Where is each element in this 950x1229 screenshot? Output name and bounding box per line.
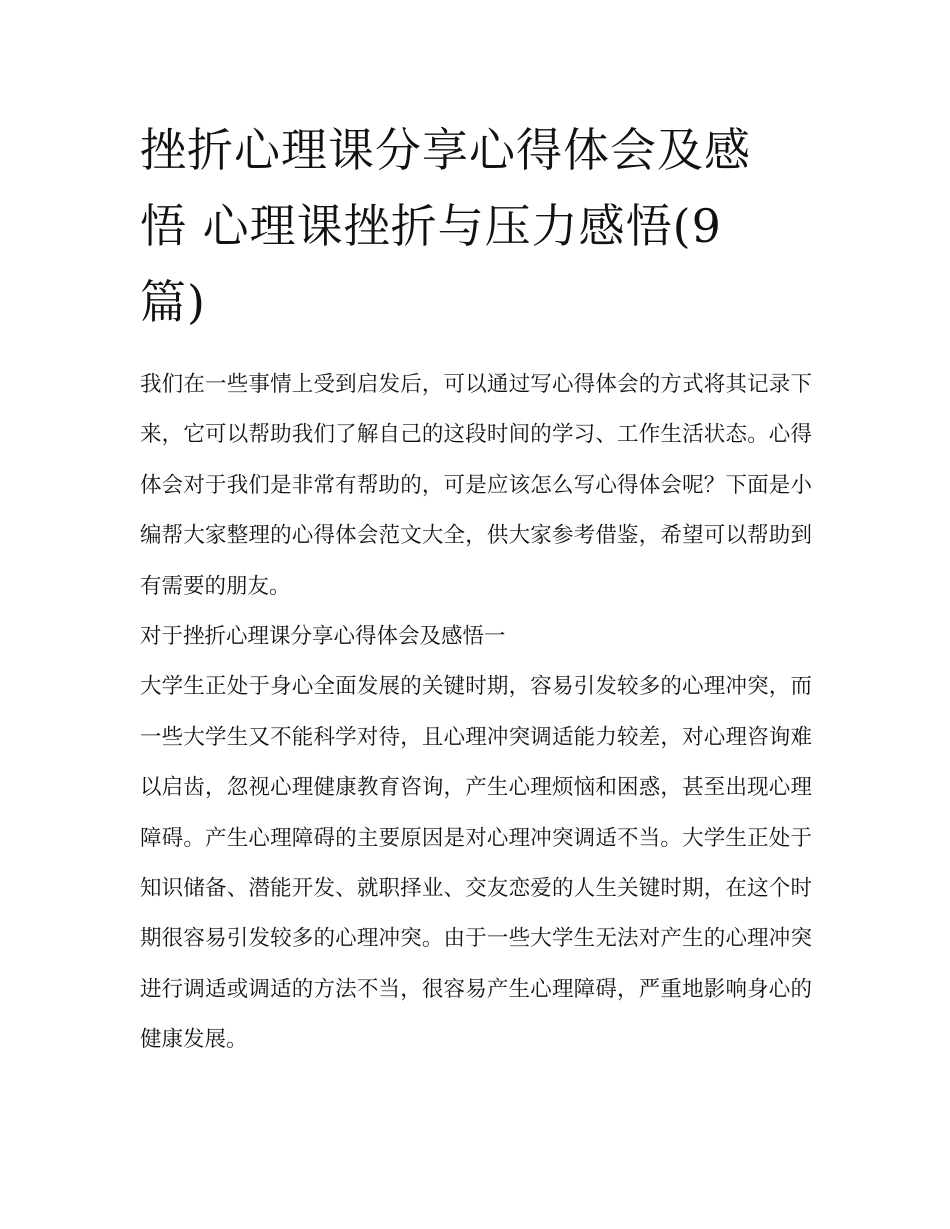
section-paragraph: 大学生正处于身心全面发展的关键时期，容易引发较多的心理冲突，而一些大学生又不能科学对待，且心理冲突调适能力较差，对心理咨询难以启齿，忽视心理健康教育咨询，产生心理烦恼和困惑，甚至出现心理障碍。产生心理障碍的主要原因是对心理冲突调适不当。大学生正处于知识储备、潜能开发、就职择业、交友恋爱的人生关键时期，在这个时期很容易引发较多的心理冲突。由于一些大学生无法对产生的心理冲突进行调适或调适的方法不当，很容易产生心理障碍，严重地影响身心的健康发展。 xyxy=(140,674,812,1053)
section-heading: 对于挫折心理课分享心得体会及感悟一 xyxy=(140,624,506,650)
document-page xyxy=(140,112,812,1066)
title-line-2: 悟 心理课挫折与压力感悟(9 xyxy=(140,199,722,253)
title-line-3: 篇) xyxy=(140,275,206,329)
document-body xyxy=(140,360,812,1066)
document-title xyxy=(140,112,812,340)
title-line-1: 挫折心理课分享心得体会及感 xyxy=(140,123,751,177)
intro-paragraph: 我们在一些事情上受到启发后，可以通过写心得体会的方式将其记录下来，它可以帮助我们了解自己的这段时间的学习、工作生活状态。心得体会对于我们是非常有帮助的，可是应该怎么写心得体会呢？下面是小编帮大家整理的心得体会范文大全，供大家参考借鉴，希望可以帮助到有需要的朋友。 xyxy=(140,372,812,599)
